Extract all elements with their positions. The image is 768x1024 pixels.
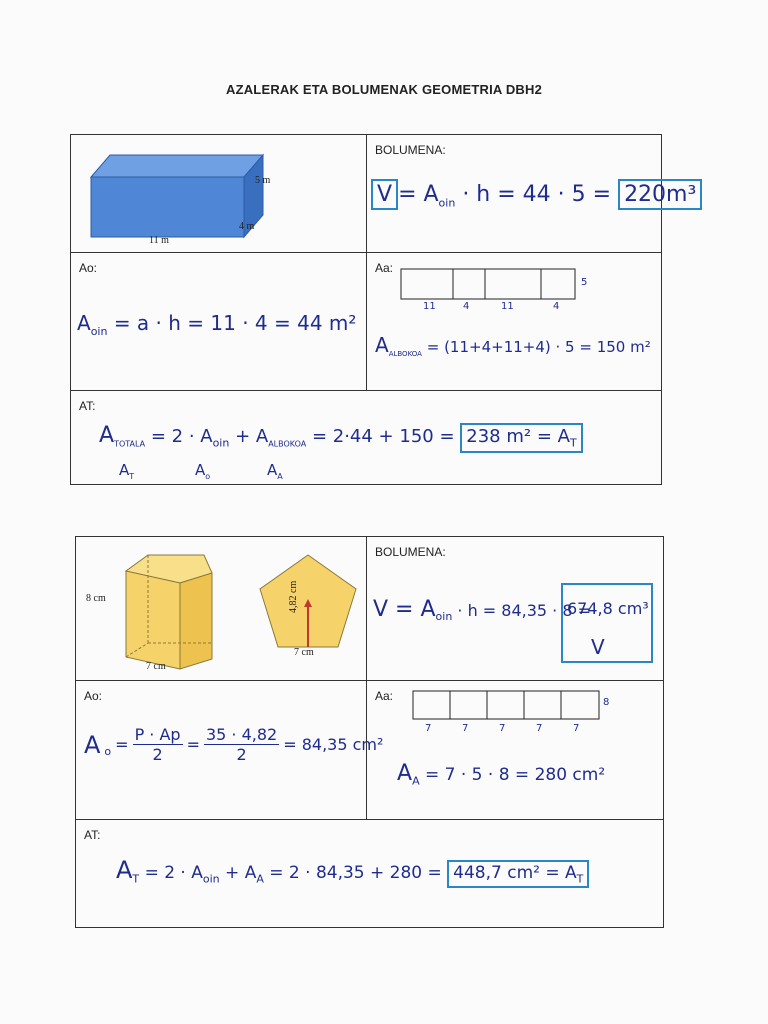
note-sub: A — [277, 472, 283, 481]
formula-sub3: A — [256, 872, 264, 886]
p2-aa-cell — [366, 680, 664, 820]
p2-figure-cell — [75, 536, 367, 681]
p1-bolumena-label: BOLUMENA: — [375, 143, 446, 157]
frac1-num: P · Ap — [134, 725, 181, 744]
result-sub: T — [576, 872, 584, 886]
p2-net-height: 8 — [603, 697, 610, 708]
p1-at-cell — [70, 390, 662, 485]
p2-at-cell — [75, 819, 664, 928]
eq2: = — [186, 735, 200, 754]
p1-aa-cell — [366, 252, 662, 391]
p2-bolumena-cell — [366, 536, 664, 681]
p1-volume-result: 220m³ — [618, 179, 702, 210]
frac1-den: 2 — [152, 745, 163, 764]
p1-ao-cell — [70, 252, 367, 391]
formula-a: A — [397, 761, 413, 786]
formula-sub: TOTALA — [114, 439, 146, 449]
p2-aa-formula — [397, 761, 605, 787]
formula-rest: = 84,35 cm² — [283, 735, 384, 754]
p1-dim-depth: 4 m — [239, 221, 255, 232]
formula-rest: = 2 · A — [150, 426, 213, 447]
formula-rest3: = 2 · 84,35 + 280 = — [269, 863, 442, 883]
frac2-num: 35 · 4,82 — [205, 725, 278, 744]
note: A — [119, 461, 130, 479]
frac1 — [133, 725, 183, 764]
formula-a: V = A — [373, 597, 436, 622]
formula-rest: = (11+4+11+4) · 5 = 150 m² — [426, 338, 651, 356]
formula-sub: T — [132, 872, 140, 886]
p1-dim-height: 5 m — [255, 175, 271, 186]
pentagon-figure — [256, 551, 360, 651]
p2-at-formula — [116, 856, 589, 888]
p1-note-aa — [267, 461, 283, 481]
frac2-den: 2 — [236, 745, 247, 764]
rectangular-prism-figure — [89, 147, 289, 247]
formula-sub: o — [104, 745, 112, 758]
p1-net-height: 5 — [581, 277, 588, 288]
formula-rest: · h = 44 · 5 = — [462, 182, 612, 207]
formula-rest2: + A — [235, 426, 269, 447]
formula-a: A — [84, 730, 101, 759]
p2-net-seg-5: 7 — [573, 723, 580, 734]
p1-at-label: AT: — [79, 399, 96, 413]
p1-bolumena-cell — [366, 134, 697, 253]
formula-rest: = 2 · A — [144, 863, 203, 883]
p2-volume-result-box — [561, 583, 653, 663]
p1-aa-label: Aa: — [375, 261, 394, 275]
frac2 — [204, 725, 279, 764]
p1-figure-cell — [70, 134, 367, 253]
formula-a: A — [375, 333, 389, 357]
p1-aa-formula — [375, 333, 651, 358]
formula-sub: oin — [438, 196, 456, 210]
note: A — [267, 461, 278, 479]
p1-ao-formula — [77, 311, 356, 338]
p2-ao-formula — [84, 725, 383, 764]
p2-volume-formula — [373, 597, 591, 623]
formula-rest2: + A — [225, 863, 257, 883]
p2-ao-label: Ao: — [84, 689, 103, 703]
page-title: AZALERAK ETA BOLUMENAK GEOMETRIA DBH2 — [225, 82, 543, 97]
p2-net-seg-2: 7 — [462, 723, 469, 734]
eq: = A — [398, 182, 439, 207]
p2-net-seg-1: 7 — [425, 723, 432, 734]
p2-net-seg-3: 7 — [499, 723, 506, 734]
formula-sub: oin — [435, 610, 453, 624]
formula-a: A — [116, 856, 133, 884]
note: A — [195, 461, 206, 479]
formula-sub: oin — [90, 325, 108, 338]
result-text: 448,7 cm² = A — [453, 863, 577, 883]
formula-a: A — [99, 423, 115, 448]
result-text: 238 m² = A — [466, 426, 570, 447]
p2-net-seg-4: 7 — [536, 723, 543, 734]
p1-dim-length: 11 m — [149, 235, 169, 246]
formula-rest3: = 2·44 + 150 = — [311, 426, 455, 447]
note-sub: T — [129, 472, 135, 481]
p2-dim-height: 8 cm — [86, 593, 106, 604]
p1-at-formula — [99, 423, 583, 453]
p1-net-seg-4: 4 — [553, 301, 560, 312]
formula-a: A — [77, 311, 91, 335]
p2-net-diagram — [411, 689, 611, 725]
p1-note-ao — [195, 461, 210, 481]
p2-ao-cell — [75, 680, 384, 820]
formula-rest: = a · h = 11 · 4 = 44 m² — [113, 311, 357, 335]
p2-at-label: AT: — [84, 828, 101, 842]
formula-rest: · h = 84,35 · 8 = — [457, 601, 592, 620]
note-sub: o — [205, 472, 211, 481]
formula-sub: A — [412, 774, 420, 788]
v-box: V — [371, 179, 398, 210]
p2-bolumena-label: BOLUMENA: — [375, 545, 446, 559]
p2-at-result — [447, 860, 589, 888]
p1-volume-formula — [371, 179, 702, 210]
p2-volume-result: 674,8 cm³ — [567, 599, 649, 618]
p1-net-seg-1: 11 — [423, 301, 436, 312]
p2-dim-base: 7 cm — [146, 661, 166, 672]
p1-note-at — [119, 461, 134, 481]
p1-net-seg-2: 4 — [463, 301, 470, 312]
p1-at-result — [460, 423, 582, 453]
formula-rest: = 7 · 5 · 8 = 280 cm² — [425, 765, 606, 785]
p2-dim-pent-side: 7 cm — [294, 647, 314, 658]
formula-sub3: ALBOKOA — [268, 439, 307, 449]
result-sub: T — [569, 436, 577, 450]
p2-dim-apothem: 4,82 cm — [288, 580, 299, 613]
p1-ao-label: Ao: — [79, 261, 98, 275]
p2-aa-label: Aa: — [375, 689, 394, 703]
pentagonal-prism-figure — [112, 551, 222, 681]
formula-sub2: oin — [212, 436, 230, 450]
p1-net-seg-3: 11 — [501, 301, 514, 312]
formula-sub: ALBOKOA — [388, 350, 422, 358]
formula-sub2: oin — [202, 872, 220, 886]
p2-volume-eq: V — [591, 635, 605, 659]
eq1: = — [115, 735, 129, 754]
